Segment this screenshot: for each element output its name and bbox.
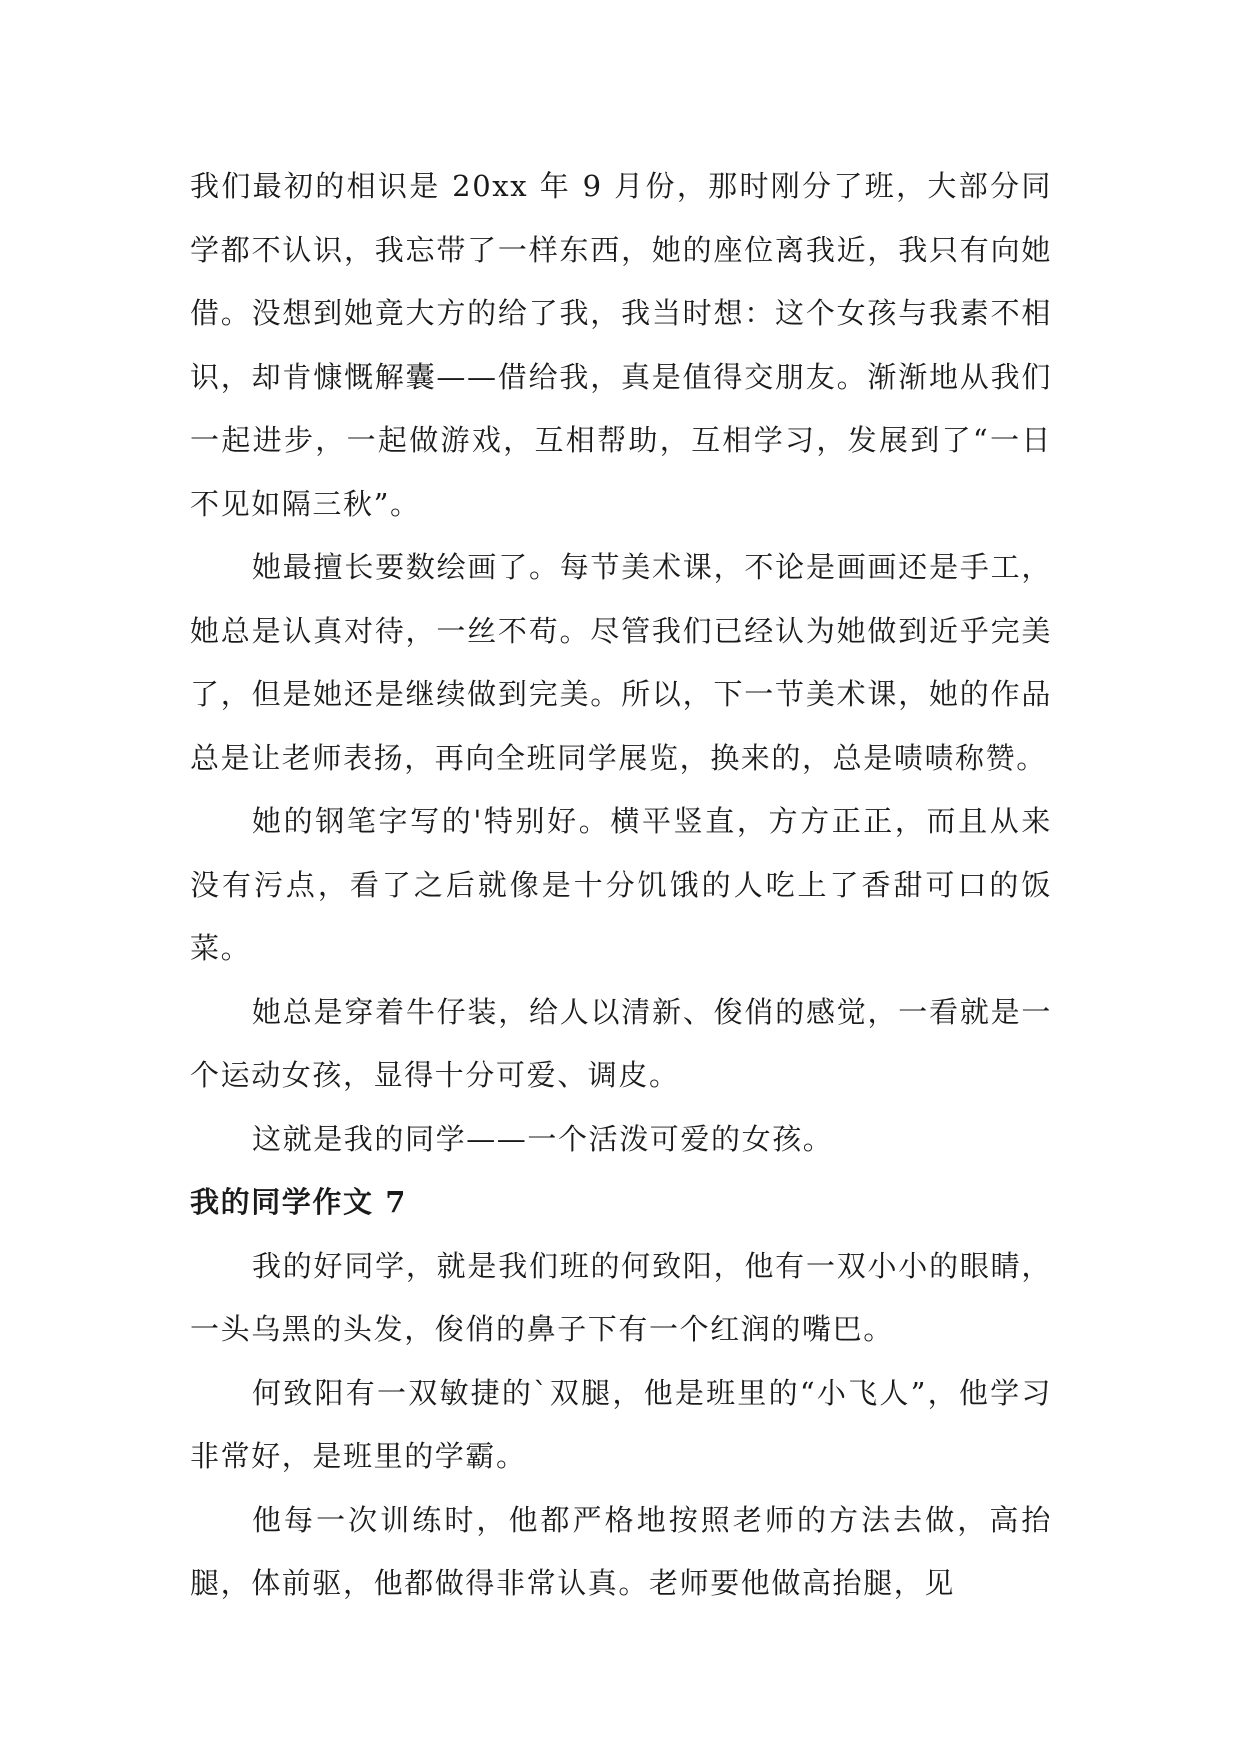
paragraph-training: 他每一次训练时，他都严格地按照老师的方法去做，高抬腿，体前驱，他都做得非常认真。老师要他做高抬腿，见 [190, 1502, 1052, 1600]
paragraph-drawing: 她最擅长要数绘画了。每节美术课，不论是画画还是手工，她总是认真对待，一丝不苟。尽管我们已经认为她做到近乎完美了，但是她还是继续做到完美。所以，下一节美术课，她的作品总是让老师表扬，再向全班同学展览，换来的，总是啧啧称赞。 [190, 550, 1052, 775]
document-body [190, 155, 1052, 1616]
paragraph-classmate-intro: 我的好同学，就是我们班的何致阳，他有一双小小的眼睛，一头乌黑的头发，俊俏的鼻子下有一个红润的嘴巴。 [190, 1248, 1052, 1346]
paragraph-fast-legs: 何致阳有一双敏捷的`双腿，他是班里的“小飞人”，他学习非常好，是班里的学霸。 [190, 1375, 1052, 1473]
paragraph-conclusion: 这就是我的同学——一个活泼可爱的女孩。 [252, 1121, 834, 1156]
paragraph-handwriting: 她的钢笔字写的'特别好。横平竖直，方方正正，而且从来没有污点，看了之后就像是十分饥饿的人吃上了香甜可口的饭菜。 [190, 804, 1052, 965]
paragraph-clothing: 她总是穿着牛仔装，给人以清新、俊俏的感觉，一看就是一个运动女孩，显得十分可爱、调皮。 [190, 994, 1052, 1092]
paragraph-first-meeting: 我们最初的相识是 20xx 年 9 月份，那时刚分了班，大部分同学都不认识，我忘带了一样东西，她的座位离我近，我只有向她借。没想到她竟大方的给了我，我当时想：这个女孩与我素不相识，却肯慷慨解囊——借给我，真是值得交朋友。渐渐地从我们一起进步，一起做游戏，互相帮助，互相学习，发展到了“一日不见如隔三秋”。 [190, 169, 1052, 521]
section-heading: 我的同学作文 7 [190, 1185, 408, 1219]
